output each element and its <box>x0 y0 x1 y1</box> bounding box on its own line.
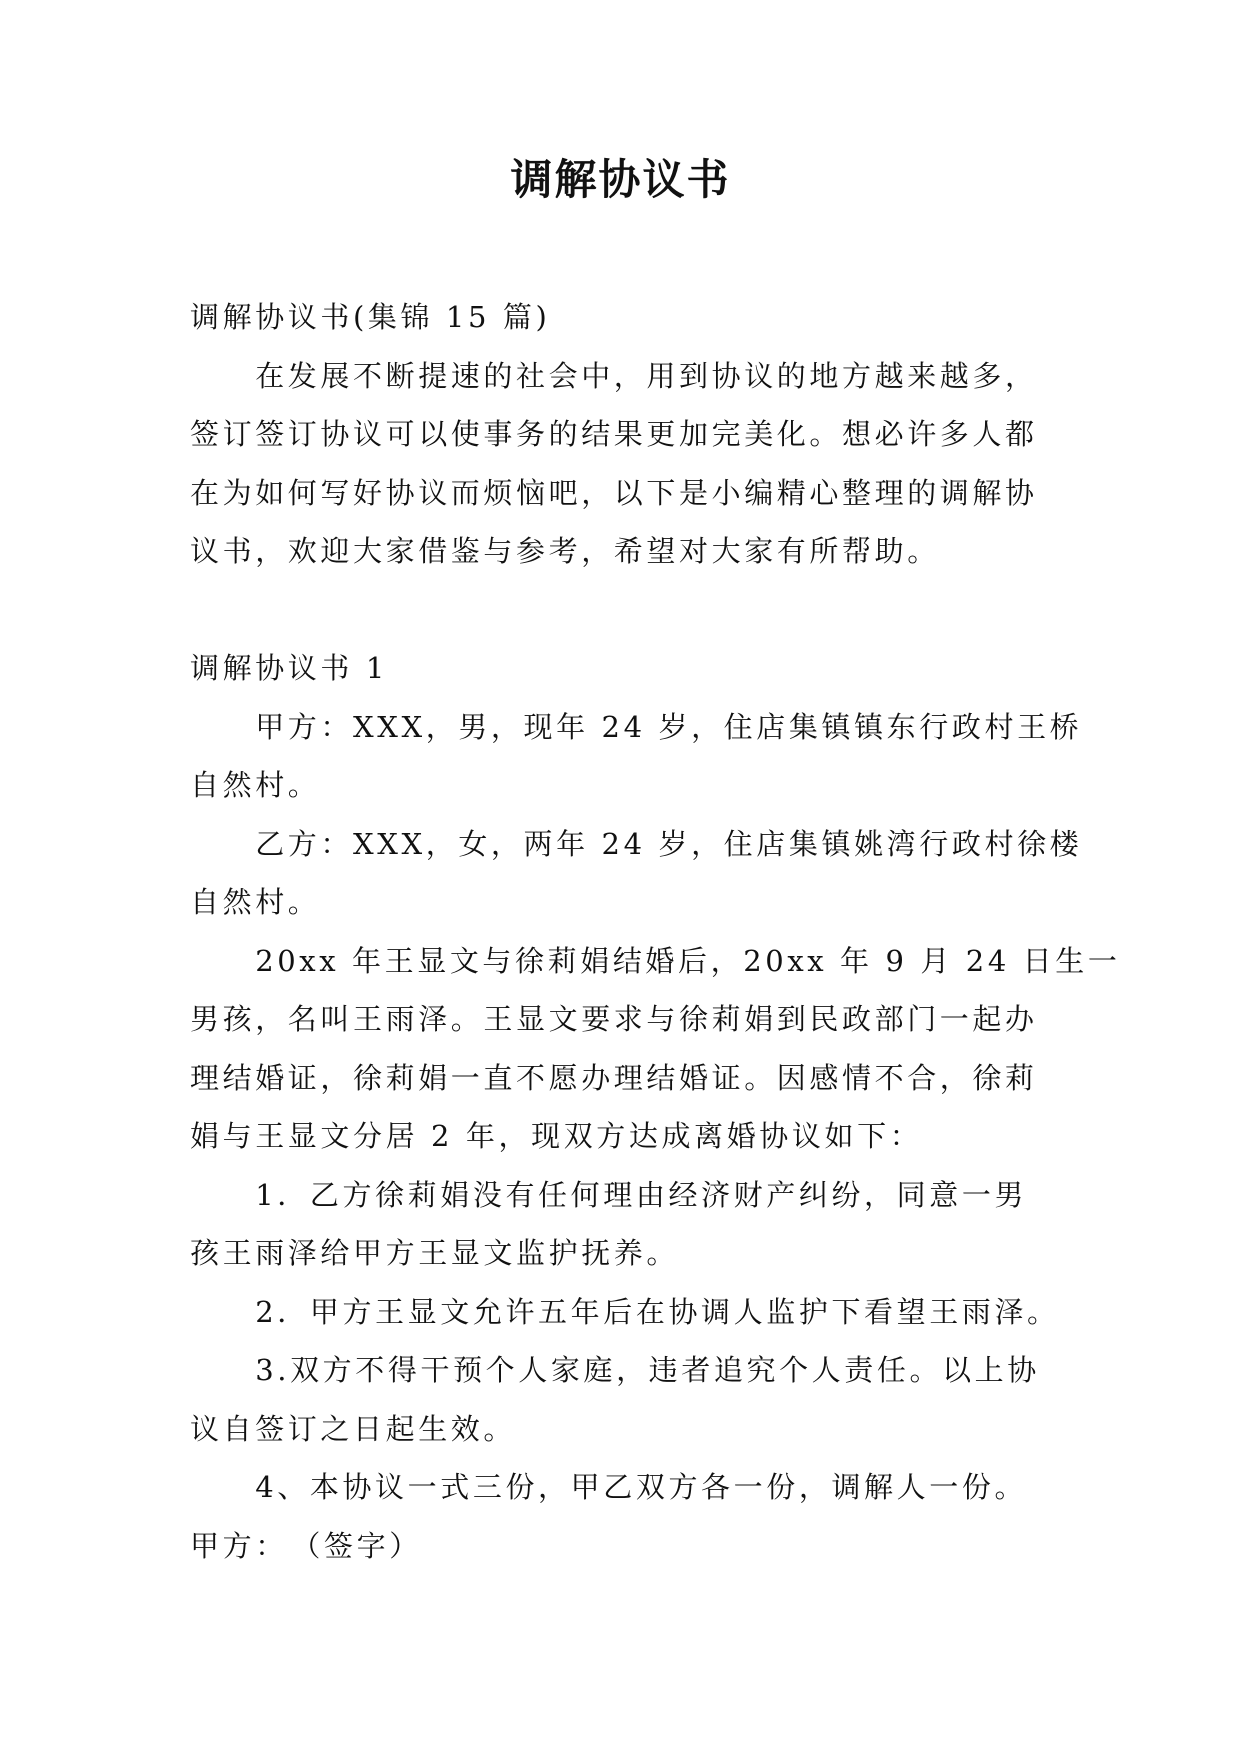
body-line: 签订签订协议可以使事务的结果更加完美化。想必许多人都 <box>190 417 1038 451</box>
body-line: 孩王雨泽给甲方王显文监护抚养。 <box>190 1236 680 1270</box>
body-line: 2．甲方王显文允许五年后在协调人监护下看望王雨泽。 <box>190 1294 1060 1329</box>
body-line: 3.双方不得干预个人家庭，违者追究个人责任。以上协 <box>190 1353 1040 1387</box>
body-line: 理结婚证，徐莉娟一直不愿办理结婚证。因感情不合，徐莉 <box>190 1060 1038 1095</box>
body-line: 4、本协议一式三份，甲乙双方各一份，调解人一份。 <box>190 1470 1028 1504</box>
document-body <box>190 288 1121 1575</box>
body-line: 自然村。 <box>190 768 321 802</box>
document-title: 调解协议书 <box>510 155 731 204</box>
body-line: 自然村。 <box>190 885 321 919</box>
body-line: 娟与王显文分居 2 年，现双方达成离婚协议如下： <box>190 1119 923 1153</box>
section-heading: 调解协议书 1 <box>190 651 388 685</box>
body-line: 在发展不断提速的社会中，用到协议的地方越来越多， <box>190 358 1038 393</box>
body-line: 1．乙方徐莉娟没有任何理由经济财产纠纷，同意一男 <box>190 1177 1028 1212</box>
body-line: 乙方：XXX，女，两年 24 岁，住店集镇姚湾行政村徐楼 <box>190 826 1083 861</box>
body-line: 调解协议书(集锦 15 篇) <box>190 300 551 334</box>
signature-line: 甲方： （签字） <box>190 1528 422 1563</box>
body-line: 议书，欢迎大家借鉴与参考，希望对大家有所帮助。 <box>190 534 940 568</box>
body-line: 在为如何写好协议而烦恼吧，以下是小编精心整理的调解协 <box>190 475 1038 510</box>
body-line: 20xx 年王显文与徐莉娟结婚后，20xx 年 9 月 24 日生一 <box>190 943 1121 978</box>
blank-line <box>190 581 1070 640</box>
body-line: 议自签订之日起生效。 <box>190 1411 517 1446</box>
body-line: 甲方：XXX，男，现年 24 岁，住店集镇镇东行政村王桥 <box>190 709 1083 744</box>
body-line: 男孩，名叫王雨泽。王显文要求与徐莉娟到民政部门一起办 <box>190 1002 1038 1036</box>
